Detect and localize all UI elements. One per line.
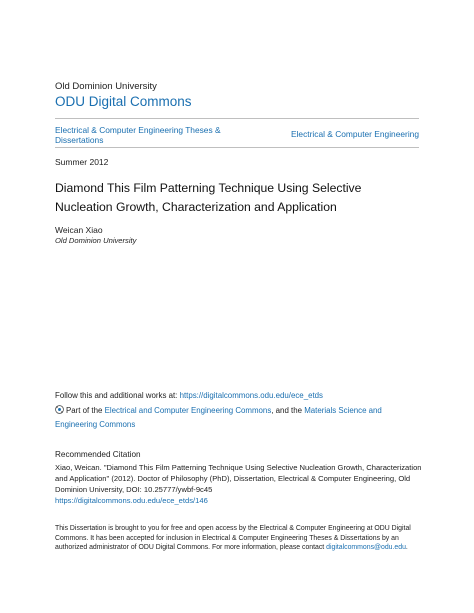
footer-end: . [405,544,408,552]
follow-url-link[interactable]: https://digitalcommons.odu.edu/ece_etds [179,391,323,400]
recommended-citation [55,462,425,506]
collection-theses-link[interactable]: Electrical & Computer Engineering Theses & Dissertations [55,125,221,145]
part-of-prefix: Part of the [66,406,105,415]
document-title: Diamond This Film Patterning Technique Using Selective Nucleation Growth, Characterization and Application [55,181,362,214]
footer-text: This Dissertation is brought to you for free and open access by the Electrical & Computer Engineering at ODU Digital Commons. It has been accepted for inclusion in Electrical & Computer Engineering Theses & Dissertations by an authorized administrator of ODU Digital Commons. For more information, please contact [55,525,411,552]
top-divider [55,118,419,119]
author-affiliation: Old Dominion University [55,236,137,245]
part-of-middle: , and the [271,406,305,415]
publication-date: Summer 2012 [55,157,109,167]
footer-notice [55,524,425,553]
author-name: Weican Xiao [55,225,103,235]
contact-email-link[interactable]: digitalcommons@odu.edu [326,544,406,552]
ece-commons-link[interactable]: Electrical and Computer Engineering Commons [104,406,272,415]
recommended-citation-heading: Recommended Citation [55,450,141,459]
university-name: Old Dominion University [55,81,157,92]
digital-commons-link[interactable]: ODU Digital Commons [55,94,192,109]
collection-divider [55,147,419,148]
collection-department-link[interactable]: Electrical & Computer Engineering [290,129,419,139]
part-of-line [55,404,419,432]
mse-commons-link[interactable]: Materials Science and Engineering Commons [55,406,382,429]
network-icon [55,405,64,414]
citation-text: Xiao, Weican. "Diamond This Film Patterning Technique Using Selective Nucleation Growth, Characterization and Application" (2012). Doctor of Philosophy (PhD), Dissertation, Electrical & Computer Engineering, Old Dominion University, DOI: 10.25777/ywbf-9c45 [55,463,422,494]
follow-line [55,391,323,400]
follow-prefix: Follow this and additional works at: [55,391,180,400]
citation-url-link[interactable]: https://digitalcommons.odu.edu/ece_etds/146 [55,496,208,505]
